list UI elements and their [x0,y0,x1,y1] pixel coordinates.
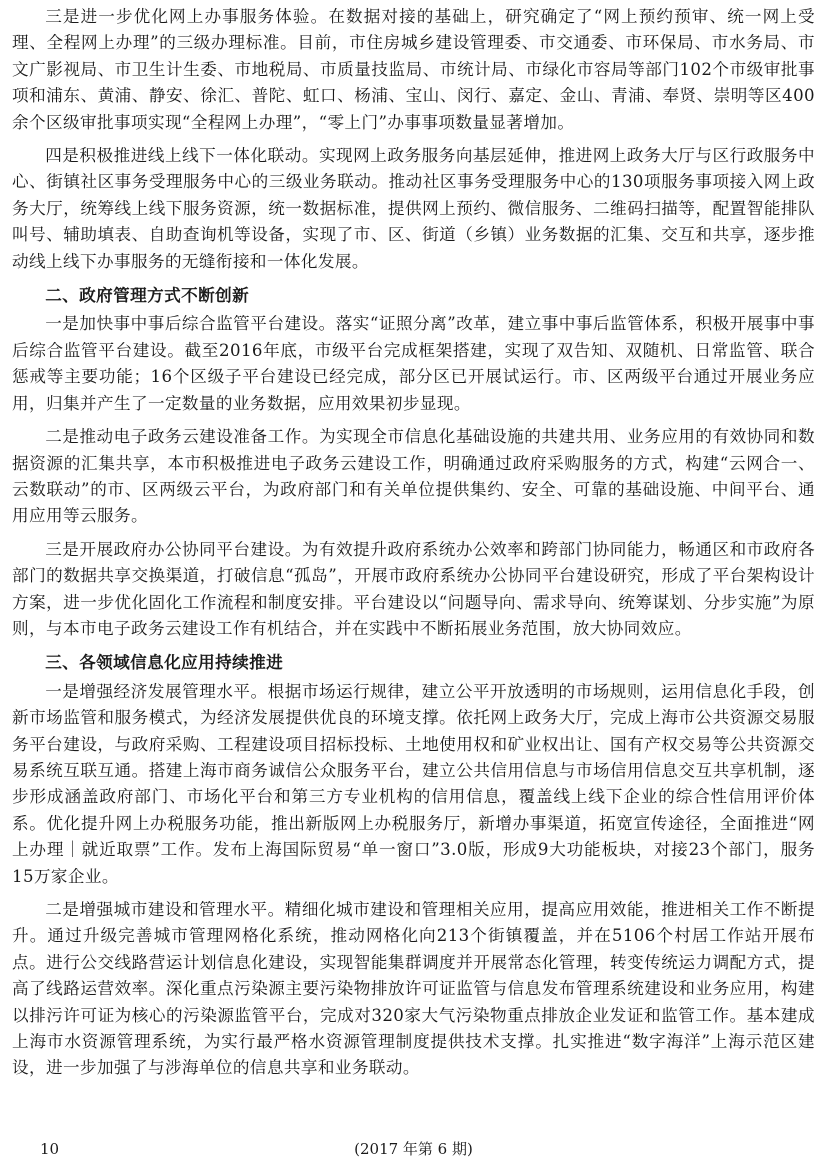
paragraph: 四是积极推进线上线下一体化联动。实现网上政务服务向基层延伸，推进网上政务大厅与区行政服务中心、街镇社区事务受理服务中心的三级业务联动。推动社区事务受理服务中心的130项服务事项接入网上政务大厅，统筹线上线下服务资源，统一数据标准，提供网上预约、微信服务、二维码扫描等，配置智能排队叫号、辅助填表、自助查询机等设备，实现了市、区、街道（乡镇）业务数据的汇集、交互和共享，逐步推动线上线下办事服务的无缝衔接和一体化发展。 [12,146,815,271]
paragraph: 一是增强经济发展管理水平。根据市场运行规律，建立公平开放透明的市场规则，运用信息化手段，创新市场监管和服务模式，为经济发展提供优良的环境支撑。依托网上政务大厅，完成上海市公共资源交易服务平台建设，与政府采购、工程建设项目招标投标、土地使用权和矿业权出让、国有产权交易等公共资源交易系统互联互通。搭建上海市商务诚信公众服务平台，建立公共信用信息与市场信用信息交互共享机制，逐步形成涵盖政府部门、市场化平台和第三方专业机构的信用信息，覆盖线上线下企业的综合性信用评价体系。优化提升网上办税服务功能，推出新版网上办税服务厅，新增办事渠道，拓宽宣传途径，全面推进“网上办理｜就近取票”工作。发布上海国际贸易“单一窗口”3.0版，形成9大功能板块，对接23个部门，服务15万家企业。 [12,681,815,886]
paragraph: 一是加快事中事后综合监管平台建设。落实“证照分离”改革，建立事中事后监管体系，积极开展事中事后综合监管平台建设。截至2016年底，市级平台完成框架搭建，实现了双告知、双随机、日常监管、联合惩戒等主要功能；16个区级子平台建设已经完成，部分区已开展试运行。市、区两级平台通过开展业务应用，归集并产生了一定数量的业务数据，应用效果初步显现。 [12,314,815,413]
paragraph: 二是推动电子政务云建设准备工作。为实现全市信息化基础设施的共建共用、业务应用的有效协同和数据资源的汇集共享，本市积极推进电子政务云建设工作，明确通过政府采购服务的方式，构建“云网合一、云数联动”的市、区两级云平台，为政府部门和有关单位提供集约、安全、可靠的基础设施、中间平台、通用应用等云服务。 [12,427,815,526]
section-heading: 三、各领域信息化应用持续推进 [45,652,284,673]
paragraph: 三是开展政府办公协同平台建设。为有效提升政府系统办公效率和跨部门协同能力，畅通区和市政府各部门的数据共享交换渠道，打破信息“孤岛”，开展市政府系统办公协同平台建设研究，形成了平台架构设计方案，进一步优化固化工作流程和制度安排。平台建设以“问题导向、需求导向、统筹谋划、分步实施”为原则，与本市电子政务云建设工作有机结合，并在实践中不断拓展业务范围，放大协同效应。 [12,539,815,638]
paragraph: 二是增强城市建设和管理水平。精细化城市建设和管理相关应用，提高应用效能，推进相关工作不断提升。通过升级完善城市管理网格化系统，推动网格化向213个街镇覆盖，并在5106个村居工作站开展布点。进行公交线路营运计划信息化建设，实现智能集群调度并开展常态化管理，转变传统运力调配方式，提高了线路运营效率。深化重点污染源主要污染物排放许可证监管与信息发布管理系统建设和业务应用，构建以排污许可证为核心的污染源监管平台，完成对320家大气污染物重点排放企业发证和监管工作。基本建成上海市水资源管理系统，为实行最严格水资源管理制度提供技术支撑。扎实推进“数字海洋”上海示范区建设，进一步加强了与涉海单位的信息共享和业务联动。 [12,900,815,1078]
page-number: 10 [40,1140,60,1158]
section-heading: 二、政府管理方式不断创新 [45,285,250,306]
issue-label: (2017 年第 6 期) [354,1140,473,1158]
paragraph: 三是进一步优化网上办事服务体验。在数据对接的基础上，研究确定了“网上预约预审、统一网上受理、全程网上办理”的三级办理标准。目前，市住房城乡建设管理委、市交通委、市环保局、市水务局、市文广影视局、市卫生计生委、市地税局、市质量技监局、市统计局、市绿化市容局等部门102个市级审批事项和浦东、黄浦、静安、徐汇、普陀、虹口、杨浦、宝山、闵行、嘉定、金山、青浦、奉贤、崇明等区400余个区级审批事项实现“全程网上办理”，“零上门”办事事项数量显著增加。 [12,7,815,132]
page-footer [0,1138,827,1160]
